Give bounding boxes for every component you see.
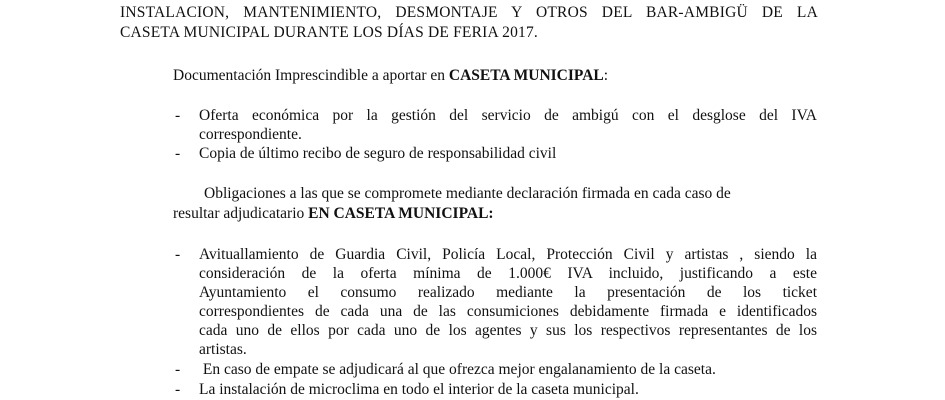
- documentation-heading-text: Documentación Imprescindible a aportar en: [173, 67, 449, 84]
- obligations-item-1-line-4: correspondientes de cada una de las consumiciones debidamente firmada e identificados: [199, 303, 817, 320]
- documentation-item-2-line-1: Copia de último recibo de seguro de responsabilidad civil: [199, 145, 557, 162]
- documentation-bullet-1: -: [175, 107, 181, 124]
- obligations-line-2-text: resultar adjudicatario: [173, 205, 309, 222]
- obligations-line-2: [173, 204, 494, 223]
- intro-line-1: INSTALACION, MANTENIMIENTO, DESMONTAJE Y OTROS DEL BAR-AMBIGÜ DE LA: [120, 4, 818, 21]
- obligations-line-2-bold: EN CASETA MUNICIPAL:: [308, 205, 494, 222]
- obligations-bullet-2: -: [175, 361, 181, 378]
- documentation-bullet-2: -: [175, 145, 181, 162]
- documentation-heading: [173, 66, 608, 85]
- intro-line-2: CASETA MUNICIPAL DURANTE LOS DÍAS DE FERIA 2017.: [120, 24, 538, 41]
- obligations-bullet-3: -: [175, 381, 181, 398]
- obligations-item-2-line-1: En caso de empate se adjudicará al que ofrezca mejor engalanamiento de la caseta.: [199, 361, 716, 378]
- documentation-heading-end: :: [603, 67, 609, 84]
- obligations-item-1-line-2: consideración de la oferta mínima de 1.000€ IVA incluido, justificando a este: [199, 265, 817, 282]
- obligations-item-1-line-3: Ayuntamiento el consumo realizado mediante la presentación de los ticket: [199, 284, 817, 301]
- documentation-item-1-line-2: correspondiente.: [199, 126, 302, 143]
- obligations-item-1-line-6: artistas.: [199, 341, 247, 358]
- obligations-item-1-line-1: Avituallamiento de Guardia Civil, Policía Local, Protección Civil y artistas , siendo la: [199, 246, 817, 263]
- obligations-bullet-1: -: [175, 246, 181, 263]
- obligations-item-3-line-1: La instalación de microclima en todo el interior de la caseta municipal.: [199, 381, 639, 398]
- obligations-line-1: Obligaciones a las que se compromete mediante declaración firmada en cada caso de: [204, 185, 731, 202]
- documentation-heading-bold: CASETA MUNICIPAL: [448, 67, 604, 84]
- documentation-item-1-line-1: Oferta económica por la gestión del servicio de ambigú con el desglose del IVA: [199, 107, 817, 124]
- obligations-item-1-line-5: cada uno de ellos por cada uno de los agentes y sus los respectivos representantes de los: [199, 322, 817, 339]
